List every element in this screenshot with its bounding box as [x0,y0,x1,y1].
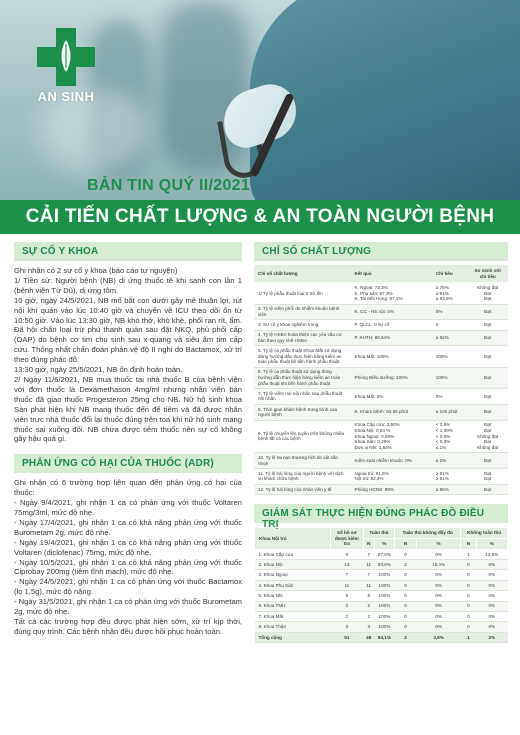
result-cell [351,320,432,330]
result-line: Kiểm soát nhiễm khuẩn: 0% [354,457,412,463]
compliant-pct-cell: 100% [374,611,394,621]
partial-n-cell: 0 [395,622,417,632]
records-cell: 5 [330,591,363,601]
target-line: 0 [435,322,439,328]
table-row [255,622,508,632]
records-cell: 8 [330,549,363,559]
sub-n: N [395,538,417,549]
partial-n-cell: 0 [395,591,417,601]
total-row [255,632,508,642]
adr-paragraph: - Ngày 9/4/2021, ghi nhận 1 ca có phản ứng với thuốc Voltaren 75mg/3ml, mức độ nhẹ. [14,498,242,518]
col-dept: Khoa Nội trú [255,527,331,549]
compliant-pct-cell: 87,5% [374,549,394,559]
incident-paragraph: Ghi nhận có 2 sự cố y khoa (báo cáo tự nguyện) [14,266,178,275]
records-cell: 11 [330,580,363,590]
compliant-pct-cell: 100% [374,580,394,590]
result-line: P. KHTH: 90,64% [354,335,391,341]
target-cell [432,283,468,304]
quality-heading: CHỈ SỐ CHẤT LƯỢNG [254,242,508,261]
compare-cell [467,346,508,367]
partial-pct-cell: 0% [416,622,460,632]
records-cell: 51 [330,632,363,642]
compliant-n-cell: 5 [363,591,374,601]
target-cell [432,453,468,469]
compliant-n-cell: 2 [363,601,374,611]
target-line: ≥ 91% [435,476,449,482]
target-cell [432,468,468,484]
partial-pct-cell: 0% [416,611,460,621]
target-line: 100% [435,353,448,359]
noncompliant-pct-cell: 0% [476,580,507,590]
result-line: Khoa Sản: 0,29% [354,439,391,445]
result-cell [351,389,432,405]
table-row [254,389,508,405]
result-line: Ngoại trú: 91,6% [354,470,389,476]
target-line: 0% [435,393,443,399]
partial-n-cell: 0 [395,549,417,559]
partial-n-cell: 0 [395,611,417,621]
result-line: Khoa Cấp cứu: 3,50% [354,422,400,428]
table-row [255,591,508,601]
indicator-cell: 10. Tỷ lệ tai nạn thương tích do vật sắc nhọn [254,453,351,469]
result-cell [351,283,432,304]
compliant-pct-cell: 100% [374,622,394,632]
partial-pct-cell: 0% [416,570,460,580]
result-cell [351,484,432,494]
compare-line: Đạt [484,353,492,359]
target-line: 0% [435,309,443,315]
noncompliant-pct-cell: 0% [476,622,507,632]
target-line: < 1,00% [435,428,453,434]
noncompliant-n-cell: 0 [461,580,476,590]
compare-cell [467,304,508,320]
result-line: K. Phụ sản: 97,3% [354,290,393,296]
quality-table [254,265,508,495]
noncompliant-pct-cell: 0% [476,611,507,621]
noncompliant-pct-cell: 0% [476,601,507,611]
compare-line: Không đạt [477,433,499,439]
records-cell: 13 [330,560,363,570]
dept-cell: 2. Khoa Nội [255,560,331,570]
indicator-cell: 2. Tỷ lệ viêm phổi do nhiễm khuẩn bệnh viện [254,304,351,320]
result-cell [351,404,432,420]
compare-cell [467,320,508,330]
compare-line: Đạt [484,476,492,482]
incident-paragraph: 10 giờ, ngày 24/5/2021, NB mổ bắt con dưới gây mê thuận lợi, rút nội khí quản vào lúc 10:40 giờ và chuyển về ICU theo dõi ổn từ 10:50 giờ. Vào lúc 13:30 giờ, NB khó thở, khò khè, phổi ran rít, ẩm. Đã hội chẩn loại trừ phù thanh quản sau đặt NKQ, phù phổi cấp (OAP) do bệnh cơ tim chu sinh sau x-quang và siêu âm tim cấp cứu. Thống nhất chẩn đoán phản vệ độ II nghi do Bactamox, xử trí theo đúng phác đồ. [14,295,242,365]
result-line: Nội trú: 92,4% [354,476,384,482]
compliant-pct-cell: 100% [374,591,394,601]
compliant-n-cell: 3 [363,622,374,632]
noncompliant-n-cell: 1 [461,632,476,642]
compare-line: Đạt [484,375,492,381]
adr-paragraph: - Ngày 10/5/2021, ghi nhận 1 ca có khả năng phản ứng với thuốc Ciprobay 200mg (tiêm tĩnh mạch), mức độ nhẹ. [14,557,242,577]
noncompliant-pct-cell: 0% [476,591,507,601]
dept-cell: 6. Khoa TMH [255,601,331,611]
result-cell [351,420,432,453]
noncompliant-pct-cell: 0% [476,560,507,570]
compare-cell [467,484,508,494]
result-line: Khoa Mắt: 0% [354,393,384,399]
dept-cell: 1. Khoa Cấp cứu [255,549,331,559]
indicator-cell: 9. Tỷ lệ chuyển lên tuyến trên không chiều bệnh tất cả các bệnh [254,420,351,453]
compare-cell [467,420,508,453]
sub-n: N [363,538,374,549]
result-cell [351,367,432,388]
partial-pct-cell: 0% [416,601,460,611]
issue-label: BẢN TIN QUÝ II/2021 [87,177,251,194]
result-line: Đơn vị Nhi: 1,84% [354,444,392,450]
compare-line: Không đạt [477,284,499,290]
result-line: Khoa Mắt: 100% [354,353,389,359]
result-line: K. Ngoại: 73,3% [354,284,388,290]
table-row [255,560,508,570]
table-row [255,580,508,590]
compliant-n-cell: 48 [363,632,374,642]
protocol-table [254,527,508,643]
target-line: ≥ 91% [435,290,449,296]
col-target: Chỉ tiêu [432,265,468,283]
table-row [254,404,508,420]
target-line: ≥ 86% [435,486,449,492]
partial-n-cell: 0 [395,570,417,580]
leaf-logo-icon [58,38,74,74]
target-line: < 0,5% [435,433,451,439]
incident-heading: SỰ CỐ Y KHOA [14,242,242,261]
banner-title: CẢI TIẾN CHẤT LƯỢNG & AN TOÀN NGƯỜI BỆNH [0,200,520,234]
compare-line: Đạt [484,486,492,492]
result-cell [351,346,432,367]
table-row [254,304,508,320]
noncompliant-pct-cell: 12,5% [476,549,507,559]
target-cell [432,404,468,420]
table-row [254,420,508,453]
compare-cell [467,283,508,304]
noncompliant-n-cell: 0 [461,560,476,570]
compare-line: Đạt [484,409,492,415]
target-cell [432,420,468,453]
dept-cell: 5. Khoa Nhi [255,591,331,601]
target-cell [432,320,468,330]
partial-pct-cell: 0% [416,549,460,559]
result-cell [351,330,432,346]
col-compliant: Tuân thủ [363,527,394,538]
dept-cell: 3. Khoa Ngoại [255,570,331,580]
compliant-pct-cell: 100% [374,570,394,580]
indicator-cell: 3. Sự cố y khoa nghiêm trọng [254,320,351,330]
target-line: ≥ 82% [435,335,449,341]
target-line: ≤ 2% [435,457,447,463]
compare-cell [467,389,508,405]
partial-n-cell: 2 [395,632,417,642]
result-line: K. Khám bệnh: 83,58 phút [354,409,408,415]
dept-cell: 7. Khoa Mắt [255,611,331,621]
target-cell [432,389,468,405]
indicator-cell: 8. Thời gian khám bệnh trung bình của người bệnh [254,404,351,420]
compliant-n-cell: 2 [363,611,374,621]
indicator-cell: 4. Tỷ lệ HSBA hoàn thiện các yêu cầu cơ bản theo quy chế HSBA [254,330,351,346]
target-line: ≥ 93,5% [435,296,453,302]
sub-pct: % [476,538,507,549]
protocol-heading: GIÁM SÁT THỰC HIỆN ĐÚNG PHÁC ĐỒ ĐIỀU TRỊ [254,504,508,523]
target-line: < 3,8% [435,422,451,428]
compare-cell [467,453,508,469]
col-partial: Tuân thủ không đầy đủ [395,527,461,538]
compare-line: Đạt [484,296,492,302]
compare-line: Đạt [484,393,492,399]
partial-pct-cell: 0% [416,580,460,590]
compliant-pct-cell: 84,6% [374,560,394,570]
brand-logo [30,28,102,104]
table-row [254,320,508,330]
compare-line: Đạt [484,470,492,476]
indicator-cell: 11. Tỷ lệ hài lòng của người bệnh với dịch vụ khám chữa bệnh [254,468,351,484]
table-row [255,549,508,559]
target-line: ≤ 1% [435,444,447,450]
target-cell [432,484,468,494]
result-line: Khoa Nội: 0,54 % [354,428,391,434]
compliant-pct-cell: 94,1% [374,632,394,642]
adr-paragraph: - Ngày 17/4/2021, ghi nhận 1 ca có khả năng phản ứng với thuốc Burometam 2g, mức độ nhẹ. [14,517,242,537]
noncompliant-n-cell: 0 [461,622,476,632]
compliant-n-cell: 7 [363,549,374,559]
col-noncompliant: Không tuân thủ [461,527,508,538]
brand-name: AN SINH [37,89,95,104]
compare-cell [467,468,508,484]
records-cell: 2 [330,601,363,611]
partial-pct-cell: 0% [416,591,460,601]
records-cell: 7 [330,570,363,580]
result-line: K. CC - HS nội: 0% [354,309,394,315]
partial-pct-cell: 3,9% [416,632,460,642]
col-compare: So sánh với chỉ tiêu [467,265,508,283]
partial-n-cell: 2 [395,560,417,570]
compare-line: Đạt [484,322,492,328]
target-cell [432,367,468,388]
compare-line: Đạt [484,309,492,315]
target-line: ≥ 76% [435,284,449,290]
incident-paragraph: 1/ Tiền sử: Người bệnh (NB) dị ứng thuốc tê khi sanh con lần 1 (bệnh viện Từ Dũ), dị ứng tôm. [14,275,242,295]
partial-pct-cell: 15,4% [416,560,460,570]
adr-paragraph: Ghi nhận có 6 trường hợp liên quan đến phản ứng có hại của thuốc: [14,478,242,498]
adr-paragraph: - Ngày 24/5/2021, ghi nhận 1 ca có phản ứng với thuốc Bactamox (lọ 1,5g), mức độ nặng. [14,577,242,597]
result-line: P. QLCL: 0 sự cố [354,322,390,328]
sub-n: N [461,538,476,549]
table-row [254,468,508,484]
noncompliant-n-cell: 0 [461,601,476,611]
adr-paragraph: - Ngày 31/5/2021, ghi nhận 1 ca có phản ứng với thuốc Burometam 2g, mức độ nhẹ. [14,597,242,617]
target-cell [432,304,468,320]
noncompliant-n-cell: 0 [461,591,476,601]
partial-n-cell: 0 [395,580,417,590]
adr-paragraph: Tất cả các trường hợp đều được phát hiện sớm, xử trí kịp thời, đúng quy trình. Các bệnh nhân đều được hồi phục hoàn toàn. [14,617,242,636]
indicator-cell: 6. Tỷ lệ ca phẫu thuật sử dụng đúng hướng dẫn thực hiện bảng kiểm an toàn phẫu thuật khi tiến hành phẫu thuật [254,367,351,388]
result-cell [351,453,432,469]
compare-line: Đạt [484,457,492,463]
incident-paragraph: 2/ Ngày 11/6/2021, NB mua thuốc tại nhà thuốc B của bệnh viện với đơn thuốc là Dexamethason 4mg/ml nhưng nhân viên bán thuốc đã giao thuốc Progesteron 25mg cho NB. Nữ hộ sinh khoa Sản phát hiện khi NB mang thuốc đến để tiêm và đã được nhân viên trực nhà thuốc đổi lại thuốc đúng trên toa khi nữ hộ sinh mang thuốc sai xuống đổi. NB chưa được tiêm thuốc nên sự cố không gây hậu quả gì. [14,374,242,444]
compare-cell [467,367,508,388]
left-column [14,242,242,637]
adr-heading: PHẢN ỨNG CÓ HẠI CỦA THUỐC (ADR) [14,454,242,473]
table-row [254,453,508,469]
indicator-cell: 7. Tỷ lệ viêm mủ nội nhãn sau phẫu thuật nội nhãn [254,389,351,405]
compare-line: Không đạt [477,444,499,450]
target-line: ≤ 100 phút [435,409,458,415]
target-line: ≥ 91% [435,470,449,476]
result-cell [351,304,432,320]
table-row [254,346,508,367]
target-cell [432,346,468,367]
target-cell [432,330,468,346]
dept-cell: 4. Khoa Phụ Sản [255,580,331,590]
table-row [255,611,508,621]
incident-text [14,266,242,444]
noncompliant-n-cell: 0 [461,611,476,621]
result-line: K. Tai Mũi Họng: 97,1% [354,296,403,302]
result-line: Phòng Điều dưỡng: 100% [354,375,408,381]
table-row [255,570,508,580]
noncompliant-pct-cell: 2% [476,632,507,642]
table-row [255,601,508,611]
records-cell: 3 [330,622,363,632]
partial-n-cell: 0 [395,601,417,611]
noncompliant-n-cell: 1 [461,549,476,559]
table-row [254,367,508,388]
sub-pct: % [416,538,460,549]
table-row [254,484,508,494]
dept-cell: 8. Khoa Thận [255,622,331,632]
result-cell [351,468,432,484]
table-row [254,283,508,304]
cross-logo-icon [34,28,98,86]
target-line: < 0,3% [435,439,451,445]
sub-pct: % [374,538,394,549]
quality-header-row [254,265,508,283]
compliant-n-cell: 11 [363,560,374,570]
compare-line: Đạt [484,422,492,428]
indicator-cell: 1/ Tỷ lệ phẫu thuật loại II trở lên [254,283,351,304]
compare-line: Đạt [484,439,492,445]
result-line: Khoa Ngoại: 0,59% [354,433,395,439]
compare-cell [467,330,508,346]
compliant-n-cell: 7 [363,570,374,580]
compare-cell [467,404,508,420]
table-row [254,330,508,346]
compare-line: Đạt [484,335,492,341]
adr-paragraph: - Ngày 19/4/2021, ghi nhận 1 ca có khả năng phản ứng với thuốc Voltaren (diclofenac) 75mg, mức độ nhẹ. [14,537,242,557]
protocol-header-row [255,527,508,538]
indicator-cell: 12. Tỷ lệ hài lòng của nhân viên y tế [254,484,351,494]
col-records: Số hồ sơ được kiểm tra [330,527,363,549]
col-result: Kết quả [351,265,432,283]
indicator-cell: 5. Tỷ lệ ca phẫu thuật Khoa Mắt sử dụng đúng hướng dẫn thực hiện bảng kiểm an toàn phẫu thuật kê tiền hành phẫu thuật. [254,346,351,367]
hero-image [0,0,520,200]
compare-line: Đạt [484,290,492,296]
incident-paragraph: 13:30 giờ, ngày 25/5/2021, NB ổn định hoàn toàn. [14,365,183,375]
records-cell: 2 [330,611,363,621]
compliant-n-cell: 11 [363,580,374,590]
noncompliant-pct-cell: 0% [476,570,507,580]
result-line: Phòng HCNS: 88% [354,486,394,492]
right-column [254,242,508,643]
target-line: 100% [435,375,448,381]
noncompliant-n-cell: 0 [461,570,476,580]
dept-cell: Tổng cộng [255,632,331,642]
col-indicator: Chỉ số chất lượng [254,265,351,283]
adr-text [14,478,242,637]
compliant-pct-cell: 100% [374,601,394,611]
compare-line: Đạt [484,428,492,434]
